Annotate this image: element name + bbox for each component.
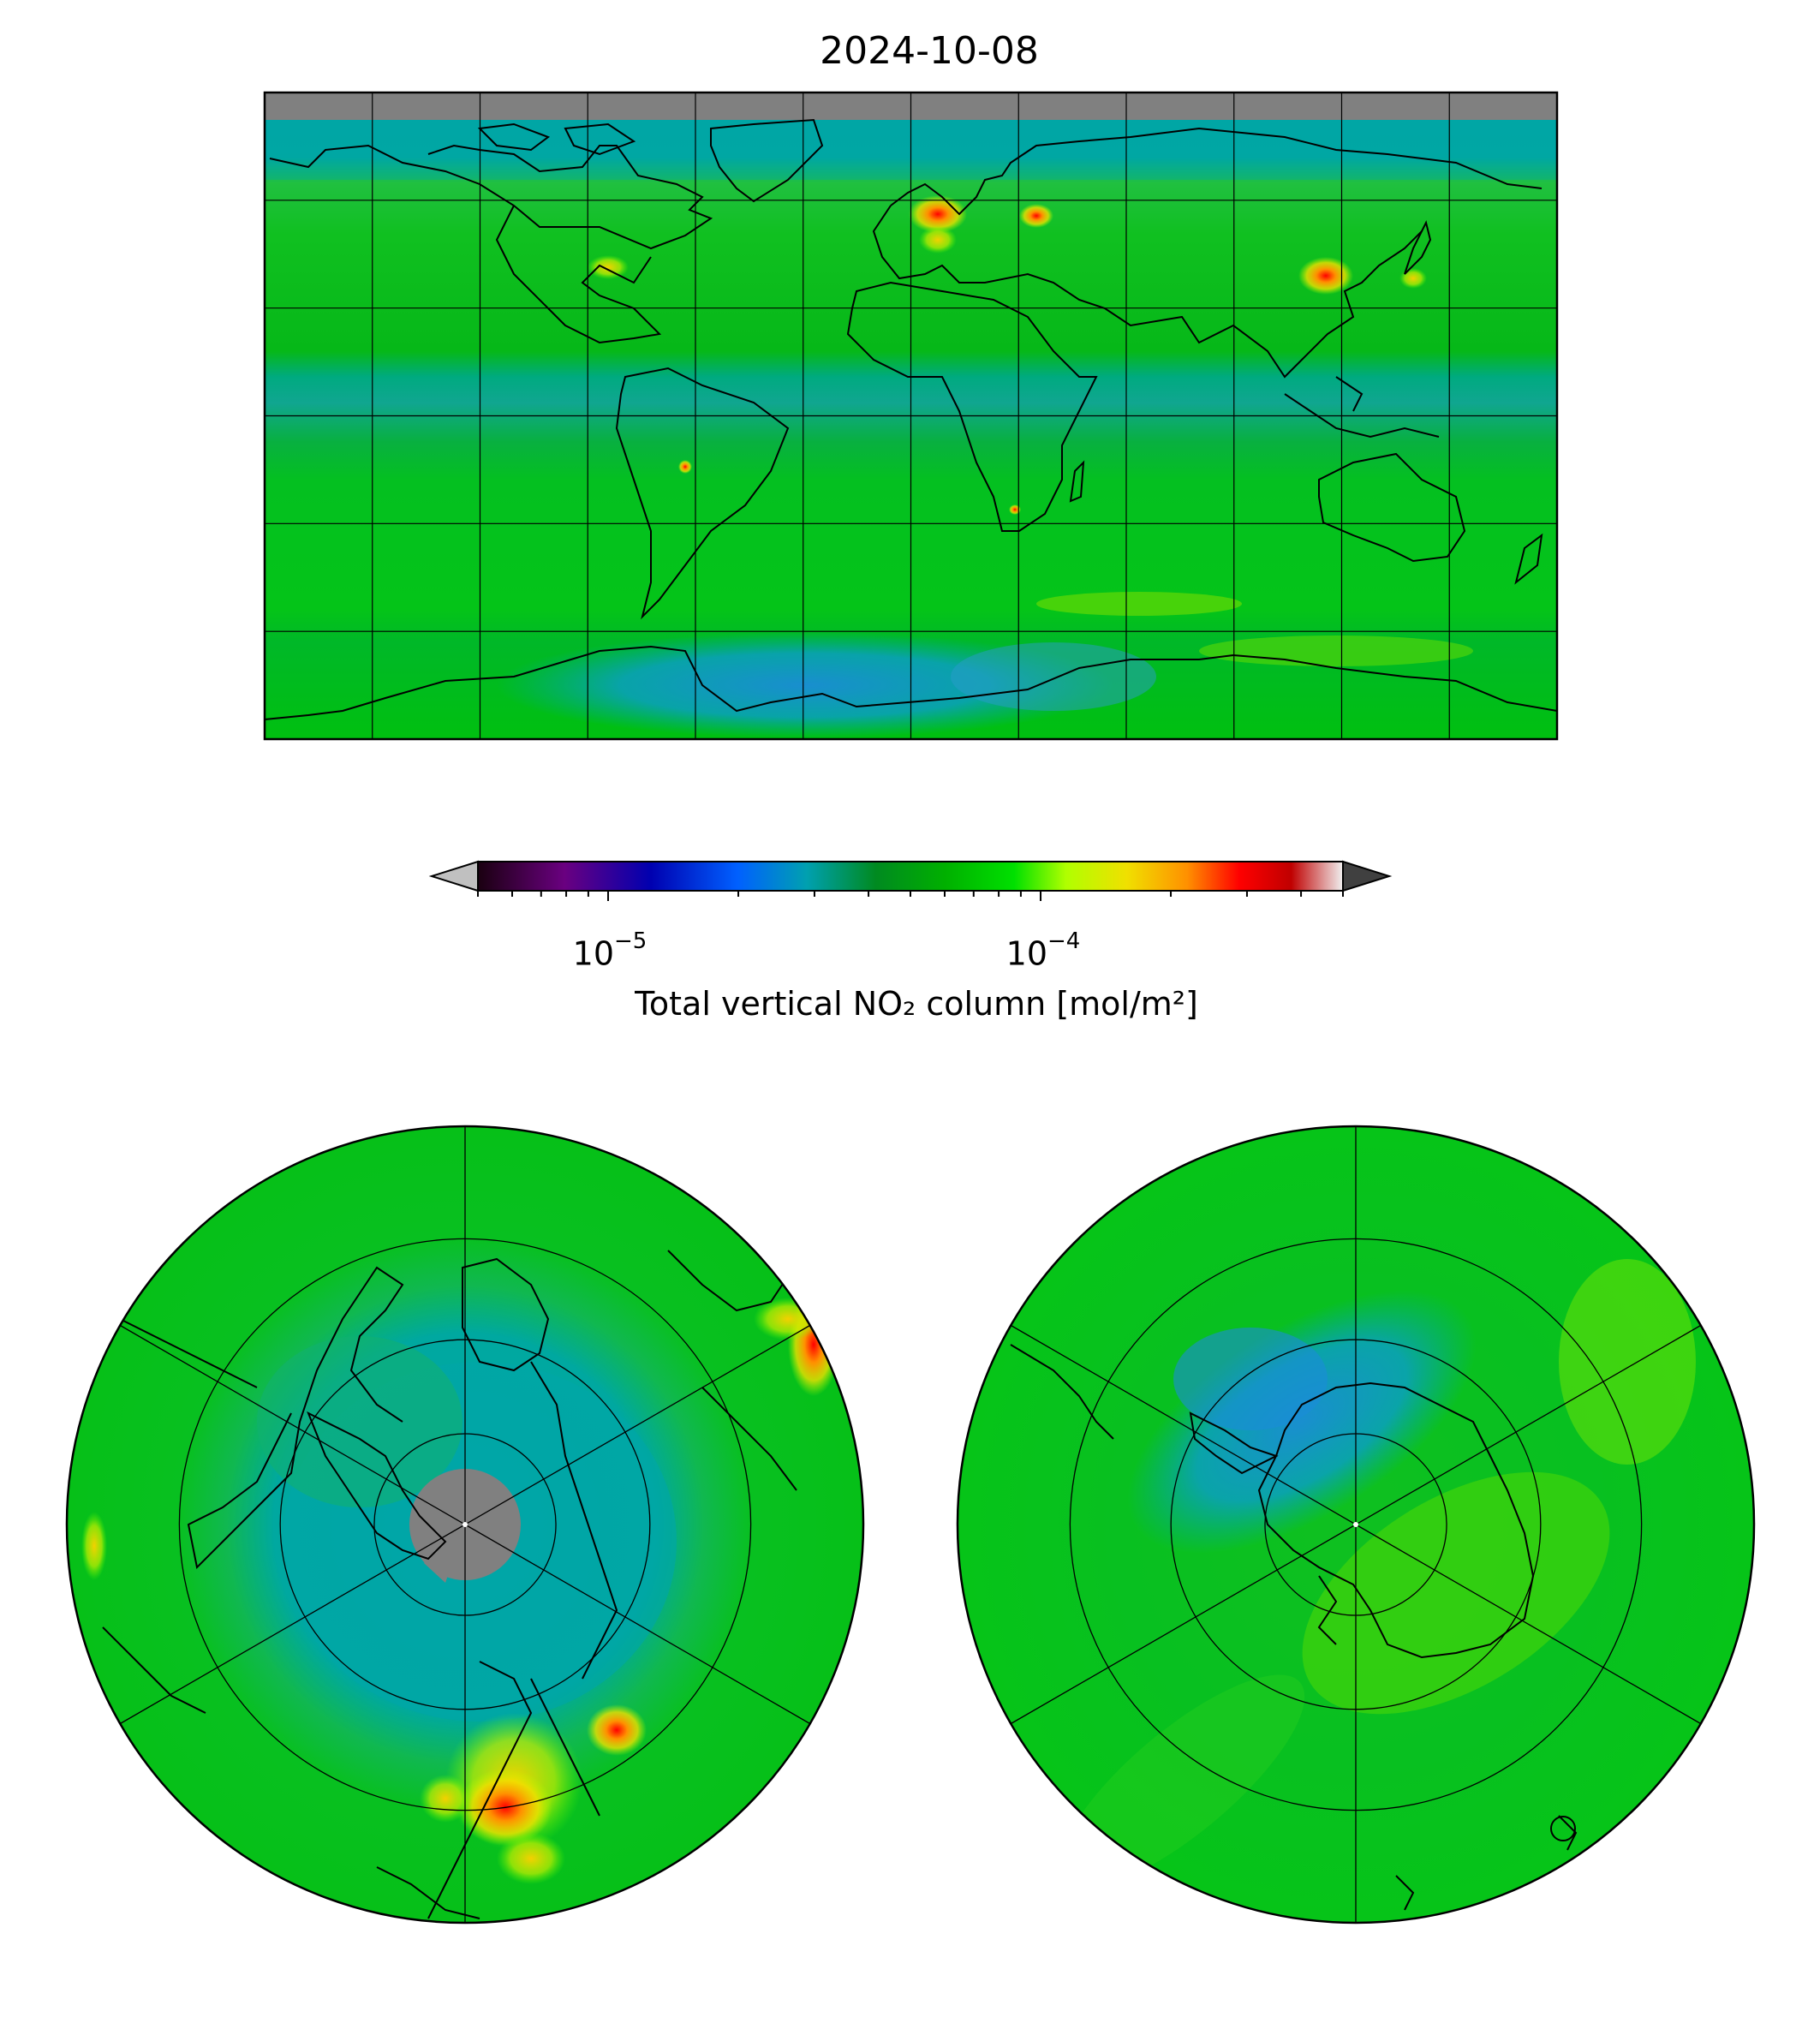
colorbar-label: Total vertical NO₂ column [mol/m²] [635,985,1198,1023]
colorbar-tick-label-1e-5: $10^{-5}$ [572,928,647,973]
south-pole-marker [1353,1522,1358,1527]
colorbar-ticks [478,891,1343,901]
north-pole-marker [462,1522,468,1527]
global-map [265,92,1557,739]
colorbar-under-extension [432,862,478,891]
colorbar-over-extension [1343,862,1389,891]
figure-title: 2024-10-08 [820,29,1039,73]
south-polar-map [958,1126,1754,1923]
north-polar-map [67,1126,863,1923]
colorbar-gradient [478,862,1343,891]
colorbar [432,862,1389,901]
colorbar-tick-label-1e-4: $10^{-4}$ [1005,928,1081,973]
